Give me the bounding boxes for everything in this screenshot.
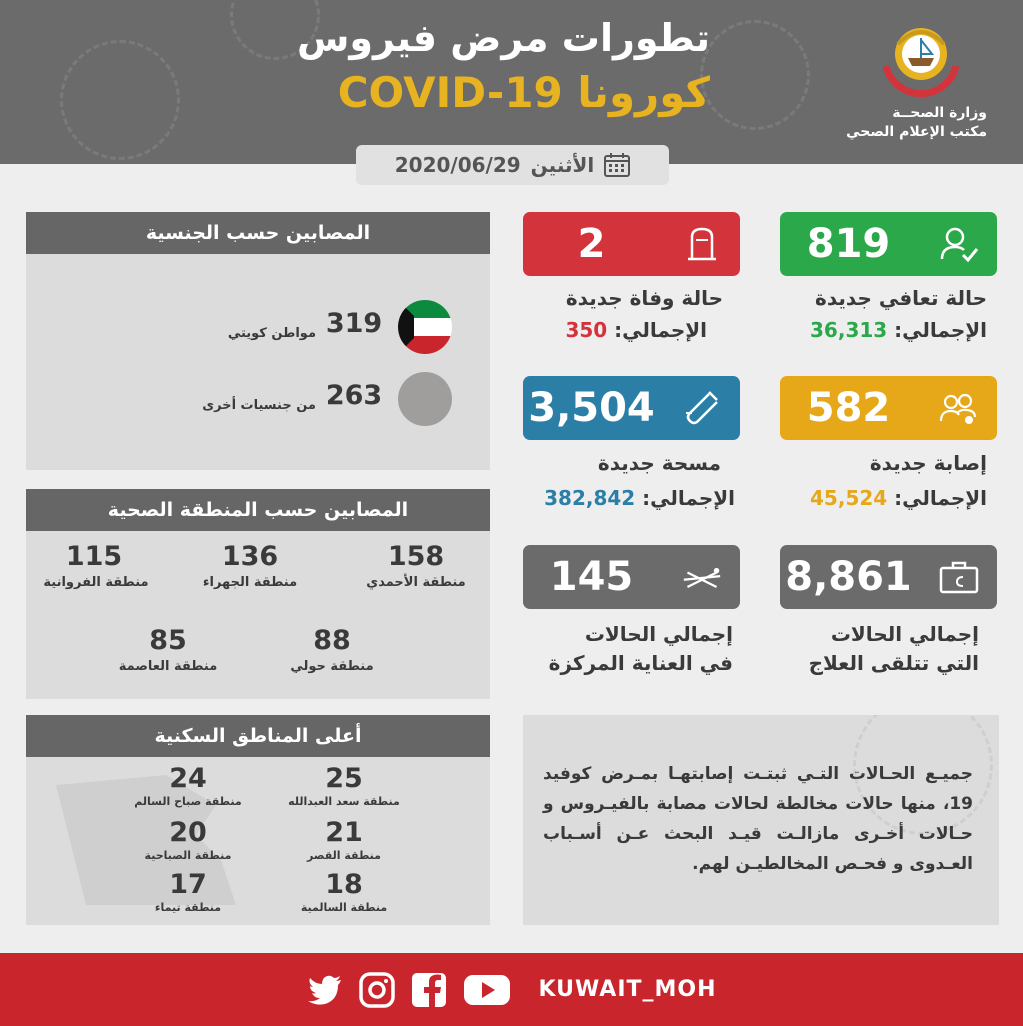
under-treatment-label-line2: التي تتلقى العلاج — [808, 651, 979, 675]
under-treatment-label — [809, 620, 979, 678]
residential-label: منطقة تيماء — [154, 901, 222, 914]
infections-total-value: 45,524 — [810, 486, 888, 510]
recovered-total-value: 36,313 — [810, 318, 888, 342]
recovered-total-label: الإجمالي: — [894, 318, 987, 342]
icu-card — [523, 545, 740, 609]
test-tube-icon — [682, 389, 722, 427]
icu-value: 145 — [549, 554, 634, 600]
icu-label — [549, 620, 733, 678]
date-value: 2020/06/29 — [394, 153, 521, 177]
kuwait-flag-icon — [398, 300, 452, 354]
residential-value: 24 — [169, 763, 207, 794]
region-value: 85 — [149, 625, 187, 656]
region-value: 115 — [65, 541, 123, 572]
region-value: 88 — [313, 625, 351, 656]
under-treatment-value: 8,861 — [785, 554, 912, 600]
nationality-title: المصابين حسب الجنسية — [26, 212, 490, 254]
tests-label: مسحة جديدة — [597, 451, 721, 475]
infections-value: 582 — [806, 385, 891, 431]
region-label: منطقة الفروانية — [43, 575, 149, 590]
kuwaiti-value: 319 — [325, 308, 383, 339]
nationality-panel — [26, 212, 490, 470]
user-check-icon — [939, 225, 979, 263]
regions-panel — [26, 489, 490, 699]
residential-value: 17 — [169, 869, 207, 900]
header-banner — [0, 0, 1023, 164]
region-label: منطقة الأحمدي — [366, 575, 466, 590]
residential-value: 18 — [325, 869, 363, 900]
kuwait-emblem-logo — [878, 14, 964, 100]
region-label: منطقة العاصمة — [118, 659, 218, 674]
regions-title: المصابين حسب المنطقة الصحية — [26, 489, 490, 531]
recovered-total — [810, 318, 987, 342]
infections-total-label: الإجمالي: — [894, 486, 987, 510]
kuwaiti-label: مواطن كويتي — [227, 326, 316, 341]
residential-label: منطقة سعد العبدالله — [288, 795, 400, 808]
note-box — [523, 715, 999, 925]
residential-panel — [26, 715, 490, 925]
deaths-card — [523, 212, 740, 276]
medical-kit-icon — [939, 558, 979, 596]
footer-bar — [0, 953, 1023, 1026]
ministry-line2: مكتب الإعلام الصحي — [846, 124, 987, 140]
infections-total — [810, 486, 987, 510]
ministry-name — [846, 104, 987, 142]
calendar-icon — [604, 153, 630, 177]
people-virus-icon — [939, 389, 979, 427]
youtube-icon[interactable] — [462, 971, 512, 1009]
residential-label: منطقة السالمية — [300, 901, 388, 914]
other-nationalities-icon — [398, 372, 452, 426]
tests-card — [523, 376, 740, 440]
title-arabic: تطورات مرض فيروس — [296, 16, 710, 60]
under-treatment-label-line1: إجمالي الحالات — [830, 622, 979, 646]
residential-label: منطقة القصر — [307, 849, 381, 862]
deaths-total-value: 350 — [565, 318, 608, 342]
ministry-line1: وزارة الصحــة — [892, 105, 987, 121]
region-label: منطقة حولي — [290, 659, 374, 674]
residential-value: 21 — [325, 817, 363, 848]
virus-decoration — [700, 20, 810, 130]
deaths-value: 2 — [577, 221, 606, 267]
tests-total-label: الإجمالي: — [642, 486, 735, 510]
region-value: 158 — [387, 541, 445, 572]
icu-label-line1: إجمالي الحالات — [584, 622, 733, 646]
recovered-label: حالة تعافي جديدة — [815, 286, 987, 310]
virus-decoration — [60, 40, 180, 160]
under-treatment-card — [780, 545, 997, 609]
infections-label: إصابة جديدة — [869, 451, 987, 475]
other-value: 263 — [325, 380, 383, 411]
region-value: 136 — [221, 541, 279, 572]
residential-title: أعلى المناطق السكنية — [26, 715, 490, 757]
residential-value: 20 — [169, 817, 207, 848]
deaths-label: حالة وفاة جديدة — [565, 286, 723, 310]
residential-label: منطقة الصباحية — [144, 849, 232, 862]
instagram-icon[interactable] — [358, 971, 396, 1009]
social-handle[interactable]: KUWAIT_MOH — [538, 977, 717, 1002]
title-covid: كورونا COVID-19 — [337, 68, 710, 117]
icu-label-line2: في العناية المركزة — [548, 651, 733, 675]
note-text: جميـع الحـالات التـي ثبتـت إصابتهـا بمـرض كوفيد 19، منها حالات مخالطة لحالات مصابة بالفيـروس و حـالات أخـرى مازالـت قيـد البحث عـن أسـباب العـدوى و فحـص المخالطيـن لهم. — [543, 764, 973, 874]
hospital-bed-icon — [682, 558, 722, 596]
tests-total — [544, 486, 735, 510]
residential-label: منطقة صباح السالم — [134, 795, 242, 808]
region-label: منطقة الجهراء — [202, 575, 298, 590]
infections-card — [780, 376, 997, 440]
deaths-total-label: الإجمالي: — [614, 318, 707, 342]
tests-value: 3,504 — [528, 385, 655, 431]
facebook-icon[interactable] — [410, 971, 448, 1009]
date-day: الأثنين — [530, 153, 595, 177]
recovered-value: 819 — [806, 221, 891, 267]
other-label: من جنسيات أخرى — [202, 398, 316, 413]
tombstone-icon — [682, 225, 722, 263]
recovered-card — [780, 212, 997, 276]
twitter-icon[interactable] — [306, 971, 344, 1009]
date-pill — [356, 145, 669, 185]
deaths-total — [565, 318, 707, 342]
tests-total-value: 382,842 — [544, 486, 636, 510]
residential-value: 25 — [325, 763, 363, 794]
